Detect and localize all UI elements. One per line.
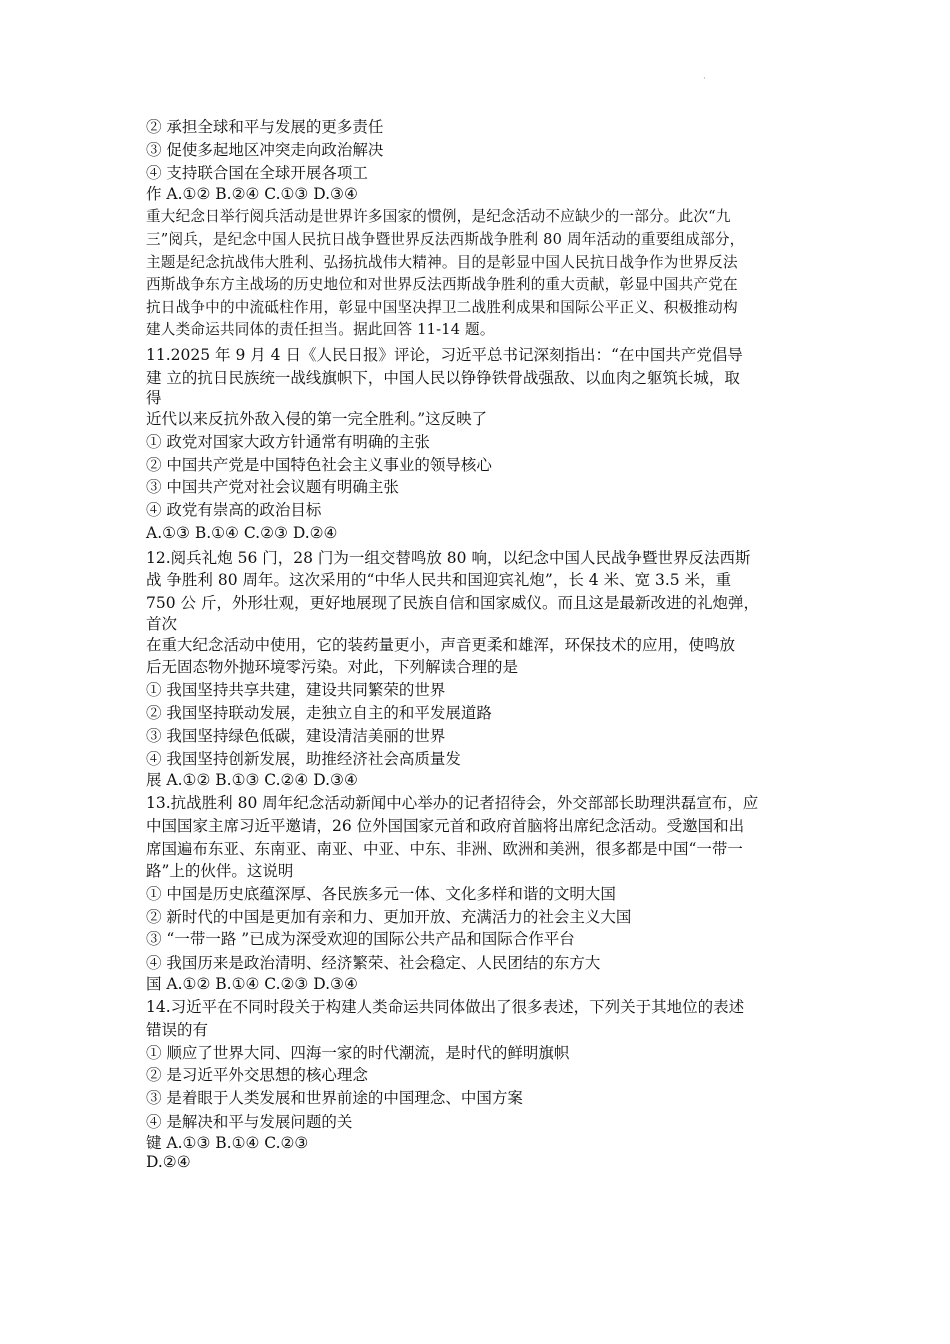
option-line: ③ 促使多起地区冲突走向政治解决: [146, 140, 384, 159]
question-12: [146, 547, 826, 791]
option-line: ③ 我国坚持绿色低碳，建设清洁美丽的世界: [146, 726, 446, 745]
option-line: ① 政党对国家大政方针通常有明确的主张: [146, 433, 430, 452]
question-stem: 后无固态物外抛环境零污染。对此，下列解读合理的是: [146, 658, 519, 677]
page-mark: ·: [703, 74, 706, 84]
paragraph-line: 三”阅兵，是纪念中国人民抗日战争暨世界反法西斯战争胜利 80 周年活动的重要组成部分，: [146, 231, 745, 248]
question-stem: 首次: [146, 614, 178, 633]
question-11: [146, 344, 826, 545]
question-stem: 750 公 斤，外形壮观，更好地展现了民族自信和国家威仪。而且这是最新改进的礼炮弹，: [146, 594, 759, 612]
question-stem: 中国国家主席习近平邀请，26 位外国国家元首和政府首脑将出席纪念活动。受邀国和出: [146, 816, 745, 835]
option-line: ④ 我国坚持创新发展，助推经济社会高质量发: [146, 750, 461, 769]
material-paragraph: [146, 206, 826, 342]
option-line: ③ “一带一路 ”已成为深受欢迎的国际公共产品和国际合作平台: [146, 930, 575, 949]
answer-choices: A.①③ B.①④ C.②③ D.②④: [146, 523, 338, 542]
question-stem: 建 立的抗日民族统一战线旗帜下，中国人民以铮铮铁骨战强敌、以血肉之躯筑长城，取: [146, 368, 740, 387]
paragraph-line: 建人类命运共同体的责任担当。据此回答 11-14 题。: [146, 321, 495, 339]
question-stem: 路”上的伙伴。这说明: [146, 862, 294, 881]
option-line: ④ 支持联合国在全球开展各项工: [146, 164, 368, 183]
question-stem: 近代以来反抗外敌入侵的第一完全胜利。”这反映了: [146, 410, 488, 429]
question-stem: 14.习近平在不同时段关于构建人类命运共同体做出了很多表述，下列关于其地位的表述: [146, 998, 745, 1017]
answer-choices: 作 A.①② B.②④ C.①③ D.③④: [146, 185, 358, 204]
question-stem: 11.2025 年 9 月 4 日《人民日报》评论，习近平总书记深刻指出：“在中国共产党倡导: [146, 345, 743, 364]
answer-choices: D.②④: [146, 1152, 191, 1171]
option-line: ① 我国坚持共享共建，建设共同繁荣的世界: [146, 681, 446, 700]
option-line: ① 顺应了世界大同、四海一家的时代潮流，是时代的鲜明旗帜: [146, 1043, 570, 1062]
option-line: ② 是习近平外交思想的核心理念: [146, 1066, 368, 1085]
question-stem: 12.阅兵礼炮 56 门，28 门为一组交替鸣放 80 响，以纪念中国人民战争暨世界反法西斯: [146, 548, 751, 567]
option-line: ④ 政党有崇高的政治目标: [146, 501, 322, 520]
paragraph-line: 抗日战争中的中流砥柱作用，彰显中国坚决捍卫二战胜利成果和国际公平正义、积极推动构: [146, 298, 738, 316]
paragraph-line: 主题是纪念抗战伟大胜利、弘扬抗战伟大精神。目的是彰显中国人民抗日战争作为世界反法: [146, 253, 738, 271]
question-stem: 13.抗战胜利 80 周年纪念活动新闻中心举办的记者招待会，外交部部长助理洪磊宣布，应: [146, 794, 759, 813]
option-line: ④ 是解决和平与发展问题的关: [146, 1112, 353, 1131]
question-stem: 战 争胜利 80 周年。这次采用的“中华人民共和国迎宾礼炮”，长 4 米、宽 3.5 米，重: [146, 571, 732, 590]
option-line: ④ 我国历来是政治清明、经济繁荣、社会稳定、人民团结的东方大: [146, 954, 601, 973]
question-stem: 得: [146, 389, 162, 408]
option-line: ② 承担全球和平与发展的更多责任: [146, 118, 384, 136]
page-content: [146, 116, 826, 1172]
option-line: ② 新时代的中国是更加有亲和力、更加开放、充满活力的社会主义大国: [146, 907, 632, 926]
question-14: [146, 996, 826, 1172]
answer-choices: 展 A.①② B.①③ C.②④ D.③④: [146, 771, 358, 790]
question-stem: 席国遍布东亚、东南亚、南亚、中亚、中东、非洲、欧洲和美洲，很多都是中国“一带一: [146, 839, 743, 858]
option-line: ③ 中国共产党对社会议题有明确主张: [146, 478, 399, 497]
answer-choices: 国 A.①② B.①④ C.②③ D.③④: [146, 975, 358, 994]
option-line: ② 我国坚持联动发展，走独立自主的和平发展道路: [146, 703, 492, 722]
paragraph-line: 重大纪念日举行阅兵活动是世界许多国家的惯例，是纪念活动不应缺少的一部分。此次“九: [146, 208, 731, 226]
question-13: [146, 792, 826, 994]
question-10-tail: [146, 116, 826, 204]
answer-choices: 键 A.①③ B.①④ C.②③: [146, 1133, 309, 1152]
question-stem: 在重大纪念活动中使用，它的装药量更小，声音更柔和雄浑，环保技术的应用，使鸣放: [146, 635, 736, 654]
paragraph-line: 西斯战争东方主战场的历史地位和对世界反法西斯战争胜利的重大贡献，彰显中国共产党在: [146, 276, 738, 294]
option-line: ① 中国是历史底蕴深厚、各民族多元一体、文化多样和谐的文明大国: [146, 885, 616, 904]
question-stem: 错误的有: [146, 1020, 209, 1039]
option-line: ② 中国共产党是中国特色社会主义事业的领导核心: [146, 455, 492, 474]
option-line: ③ 是着眼于人类发展和世界前途的中国理念、中国方案: [146, 1088, 523, 1107]
